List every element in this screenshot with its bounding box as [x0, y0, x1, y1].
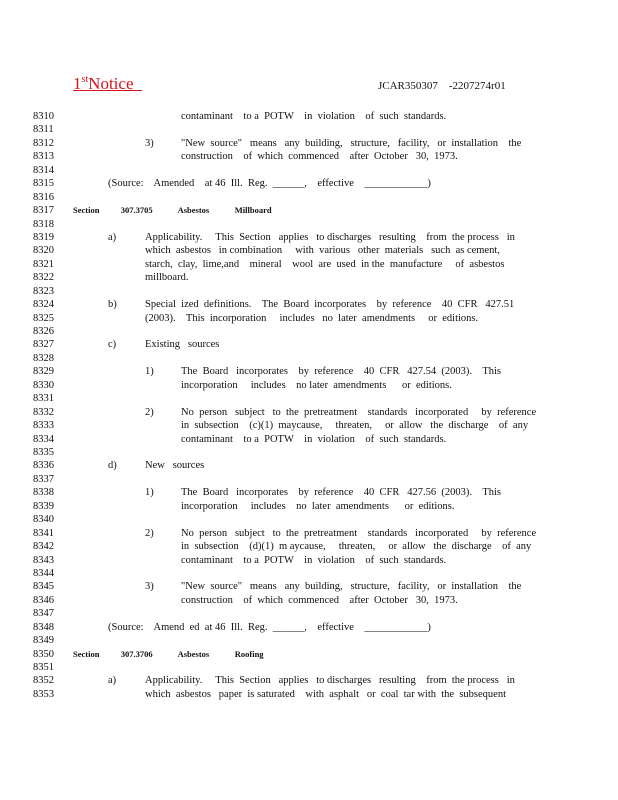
doc-line	[33, 110, 593, 123]
section-heading: Section 307.3706 Asbestos Roofing	[73, 648, 264, 659]
doc-line	[33, 379, 593, 392]
line-text: in subsection (c)(1) maycause, threaten, or allow the discharge of any	[181, 420, 529, 432]
line-number: 8348	[33, 621, 54, 633]
doc-line	[33, 204, 593, 217]
doc-line	[33, 580, 593, 593]
notice-superscript: st	[81, 74, 89, 85]
line-text: "New source" means any building, structure, facility, or installation the	[181, 137, 522, 149]
doc-line	[33, 433, 593, 446]
doc-line	[33, 325, 593, 338]
doc-line	[33, 231, 593, 244]
line-number: 8345	[33, 581, 54, 593]
line-number: 8327	[33, 339, 54, 351]
line-text: (Source: Amend ed at 46 Ill. Reg. ______, effective ____________)	[108, 621, 431, 633]
line-number: 8324	[33, 299, 54, 311]
line-number: 8314	[33, 164, 54, 176]
doc-line	[33, 607, 593, 620]
line-text: (2003). This incorporation includes no later amendments or editions.	[145, 312, 479, 324]
doc-line	[33, 258, 593, 271]
doc-line	[33, 191, 593, 204]
list-marker: 2)	[145, 406, 154, 418]
line-text: contaminant to a POTW in violation of such standards.	[181, 111, 447, 122]
line-text: which asbestos in combination with various other materials such as cement,	[145, 245, 500, 257]
notice-prefix: 1	[73, 74, 82, 93]
doc-line	[33, 540, 593, 553]
doc-line	[33, 271, 593, 284]
section-heading: Section 307.3705 Asbestos Millboard	[73, 205, 272, 216]
line-number: 8323	[33, 285, 54, 297]
line-number: 8335	[33, 447, 54, 458]
line-text: The Board incorporates by reference 40 CFR 427.54 (2003). This	[181, 366, 501, 378]
doc-line	[33, 352, 593, 365]
line-text: contaminant to a POTW in violation of such standards.	[181, 554, 447, 566]
line-text: in subsection (d)(1) m aycause, threaten, or allow the discharge of any	[181, 541, 532, 553]
line-number: 8338	[33, 487, 54, 499]
line-number: 8317	[33, 205, 54, 217]
line-number: 8321	[33, 258, 54, 270]
doc-line	[33, 365, 593, 378]
line-number: 8343	[33, 554, 54, 566]
doc-line	[33, 419, 593, 432]
doc-line	[33, 150, 593, 163]
line-text: (Source: Amended at 46 Ill. Reg. ______, effective ____________)	[108, 178, 431, 190]
line-text: contaminant to a POTW in violation of such standards.	[181, 433, 447, 445]
line-number: 8312	[33, 137, 54, 149]
list-marker: 1)	[145, 487, 154, 499]
doc-line	[33, 621, 593, 634]
line-text: incorporation includes no later amendments or editions.	[181, 500, 455, 512]
doc-line	[33, 406, 593, 419]
line-number: 8340	[33, 514, 54, 526]
list-marker: 3)	[145, 137, 154, 149]
doc-line	[33, 527, 593, 540]
document-id: JCAR350307 -2207274r01	[378, 80, 506, 92]
line-text: Applicability. This Section applies to discharges resulting from the process in	[145, 675, 515, 687]
line-text: incorporation includes no later amendments or editions.	[181, 379, 452, 391]
line-number: 8333	[33, 420, 54, 432]
line-text: No person subject to the pretreatment standards incorporated by reference	[181, 406, 537, 418]
doc-line	[33, 312, 593, 325]
doc-line	[33, 177, 593, 190]
doc-line	[33, 594, 593, 607]
line-number: 8326	[33, 326, 54, 338]
line-number: 8337	[33, 473, 54, 485]
line-number: 8332	[33, 406, 54, 418]
doc-line	[33, 661, 593, 674]
line-number: 8353	[33, 688, 54, 700]
line-number: 8311	[33, 124, 54, 136]
doc-line	[33, 473, 593, 486]
line-number: 8320	[33, 245, 54, 257]
line-number: 8330	[33, 379, 54, 391]
line-text: Special ized definitions. The Board incorporates by reference 40 CFR 427.51	[145, 299, 515, 311]
doc-line	[33, 446, 593, 459]
line-number: 8344	[33, 567, 54, 579]
line-number: 8318	[33, 218, 54, 230]
doc-line	[33, 218, 593, 231]
line-text: construction of which commenced after October 30, 1973.	[181, 151, 458, 163]
notice-word: Notice	[88, 74, 134, 93]
line-text: Existing sources	[145, 339, 220, 351]
line-number: 8341	[33, 527, 54, 539]
doc-line	[33, 164, 593, 177]
list-marker: d)	[108, 460, 117, 472]
line-number: 8349	[33, 635, 54, 647]
doc-line	[33, 513, 593, 526]
doc-line	[33, 554, 593, 567]
line-number: 8325	[33, 312, 54, 324]
doc-line	[33, 392, 593, 405]
line-number: 8342	[33, 541, 54, 553]
doc-line	[33, 137, 593, 150]
doc-line	[33, 486, 593, 499]
list-marker: 3)	[145, 581, 154, 593]
line-number: 8331	[33, 393, 54, 405]
line-text: New sources	[145, 460, 205, 472]
list-marker: a)	[108, 675, 117, 687]
line-text: Applicability. This Section applies to discharges resulting from the process in	[145, 231, 515, 243]
line-number: 8350	[33, 648, 54, 660]
line-number: 8328	[33, 352, 54, 364]
line-number: 8319	[33, 231, 54, 243]
doc-line	[33, 298, 593, 311]
line-text: starch, clay, lime,and mineral wool are used in the manufacture of asbestos	[145, 258, 505, 270]
doc-line	[33, 338, 593, 351]
doc-line	[33, 567, 593, 580]
line-number: 8347	[33, 608, 54, 620]
line-number: 8351	[33, 662, 54, 674]
line-text: "New source" means any building, structure, facility, or installation the	[181, 581, 522, 593]
line-number: 8334	[33, 433, 54, 445]
line-number: 8346	[33, 594, 54, 606]
doc-line	[33, 674, 593, 687]
line-text: which asbestos paper is saturated with asphalt or coal tar with the subsequent	[145, 688, 506, 700]
line-text: The Board incorporates by reference 40 CFR 427.56 (2003). This	[181, 487, 501, 499]
line-number: 8315	[33, 178, 54, 190]
doc-line	[33, 688, 593, 701]
doc-line	[33, 634, 593, 647]
list-marker: b)	[108, 299, 117, 311]
line-text: millboard.	[145, 272, 189, 284]
doc-line	[33, 244, 593, 257]
list-marker: a)	[108, 231, 117, 243]
list-marker: 1)	[145, 366, 154, 378]
line-text: construction of which commenced after October 30, 1973.	[181, 594, 458, 606]
line-number: 8313	[33, 151, 54, 163]
doc-line	[33, 285, 593, 298]
line-number: 8329	[33, 366, 54, 378]
line-number: 8322	[33, 272, 54, 284]
list-marker: 2)	[145, 527, 154, 539]
doc-line	[33, 123, 593, 136]
line-number: 8339	[33, 500, 54, 512]
line-number: 8336	[33, 460, 54, 472]
doc-line	[33, 648, 593, 661]
doc-line	[33, 459, 593, 472]
line-text: No person subject to the pretreatment standards incorporated by reference	[181, 527, 537, 539]
list-marker: c)	[108, 339, 117, 351]
doc-line	[33, 500, 593, 513]
line-number: 8310	[33, 111, 54, 122]
line-number: 8316	[33, 191, 54, 203]
line-number: 8352	[33, 675, 54, 687]
